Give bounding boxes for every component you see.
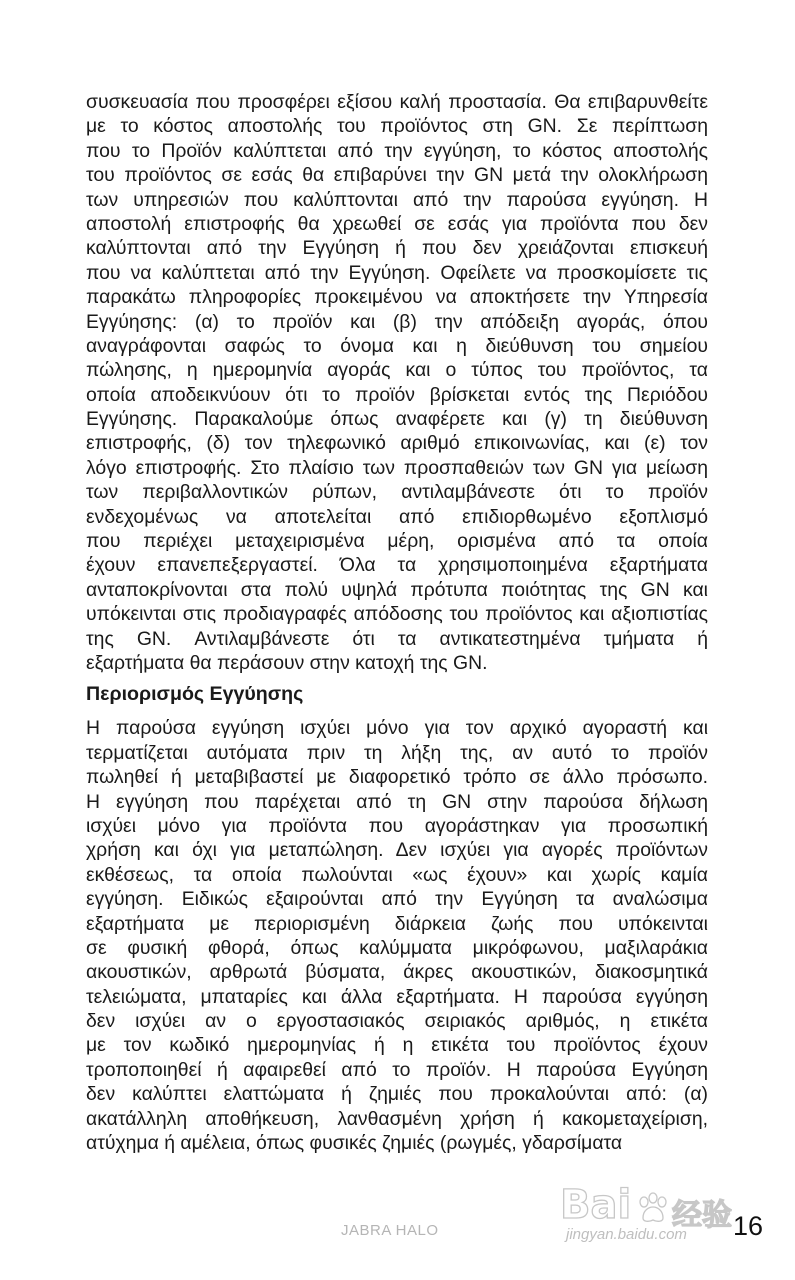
warranty-service-paragraph bbox=[86, 90, 708, 675]
text-line: εξαρτήματα θα περάσουν στην κατοχή της GN. bbox=[86, 651, 488, 674]
text-line: Εγγύησης: (α) το προϊόν και (β) την απόδειξη αγοράς, όπου bbox=[86, 310, 708, 333]
text-line: λόγο επιστροφής. Στο πλαίσιο των προσπαθειών των GN για μείωση bbox=[86, 456, 708, 479]
text-line: ακατάλληλη αποθήκευση, λανθασμένη χρήση ή κακομεταχείριση, bbox=[86, 1107, 708, 1130]
paw-icon bbox=[635, 1190, 671, 1226]
footer-product-title: JABRA HALO bbox=[341, 1222, 439, 1239]
text-line: τροποποιηθεί ή αφαιρεθεί από το προϊόν. Η παρούσα Εγγύηση bbox=[86, 1058, 708, 1081]
text-line: που το Προϊόν καλύπτεται από την εγγύηση, το κόστος αποστολής bbox=[86, 139, 708, 162]
section-heading-warranty-limitation: Περιορισμός Εγγύησης bbox=[86, 683, 304, 706]
text-line: εξαρτήματα με περιορισμένη διάρκεια ζωής που υπόκεινται bbox=[86, 912, 708, 935]
page-content bbox=[86, 90, 708, 1155]
text-line: χρήση και όχι για μεταπώληση. Δεν ισχύει για αγορές προϊόντων bbox=[86, 839, 708, 862]
text-line: τερματίζεται αυτόματα πριν τη λήξη της, αν αυτό το προϊόν bbox=[86, 741, 708, 764]
warranty-limitation-paragraph bbox=[86, 716, 708, 1155]
text-line: των περιβαλλοντικών ρύπων, αντιλαμβάνεστε ότι το προϊόν bbox=[86, 481, 708, 504]
text-line: με τον κωδικό ημερομηνίας ή η ετικέτα του προϊόντος έχουν bbox=[86, 1034, 708, 1057]
text-line: Η παρούσα εγγύηση ισχύει μόνο για τον αρχικό αγοραστή και bbox=[86, 717, 708, 740]
text-line: σε φυσική φθορά, όπως καλύμματα μικρόφωνου, μαξιλαράκια bbox=[86, 936, 708, 959]
watermark-brand-text-cn: 经验 bbox=[672, 1198, 732, 1233]
text-line: που περιέχει μεταχειρισμένα μέρη, ορισμένα από τα οποία bbox=[86, 530, 708, 553]
page-number: 16 bbox=[733, 1211, 764, 1241]
text-line: οποία αποδεικνύουν ότι το προϊόν βρίσκεται εντός της Περιόδου bbox=[86, 383, 708, 406]
text-line: του προϊόντος σε εσάς θα επιβαρύνει την GN μετά την ολοκλήρωση bbox=[86, 164, 708, 187]
text-line: υπόκεινται στις προδιαγραφές απόδοσης του προϊόντος και αξιοπιστίας bbox=[86, 603, 708, 626]
text-line: ακουστικών, αρθρωτά βύσματα, άκρες ακουστικών, διακοσμητικά bbox=[86, 961, 708, 984]
text-line: ενδεχομένως να αποτελείται από επιδιορθωμένο εξοπλισμό bbox=[86, 505, 708, 528]
text-line: καλύπτονται από την Εγγύηση ή που δεν χρειάζονται επισκευή bbox=[86, 237, 708, 260]
text-line: έχουν επανεπεξεργαστεί. Όλα τα χρησιμοποιημένα εξαρτήματα bbox=[86, 554, 708, 577]
text-line: που να καλύπτεται από την Εγγύηση. Οφείλετε να προσκομίσετε τις bbox=[86, 261, 708, 284]
text-line: εγγύηση. Ειδικώς εξαιρούνται από την Εγγύηση τα αναλώσιμα bbox=[86, 888, 708, 911]
text-line: αναγράφονται σαφώς το όνομα και η διεύθυνση του σημείου bbox=[86, 334, 708, 357]
text-line: Εγγύησης. Παρακαλούμε όπως αναφέρετε και (γ) τη διεύθυνση bbox=[86, 408, 708, 431]
text-line: δεν καλύπτει ελαττώματα ή ζημιές που προκαλούνται από: (α) bbox=[86, 1083, 708, 1106]
baidu-watermark bbox=[560, 1180, 750, 1250]
watermark-url: jingyan.baidu.com bbox=[566, 1226, 687, 1243]
text-line: Η εγγύηση που παρέχεται από τη GN στην παρούσα δήλωση bbox=[86, 790, 708, 813]
text-line: τελειώματα, μπαταρίες και άλλα εξαρτήματα. Η παρούσα εγγύηση bbox=[86, 985, 708, 1008]
text-line: παρακάτω πληροφορίες προκειμένου να αποκτήσετε την Υπηρεσία bbox=[86, 286, 708, 309]
text-line: εκθέσεως, τα οποία πωλούνται «ως έχουν» και χωρίς καμία bbox=[86, 863, 708, 886]
text-line: επιστροφής, (δ) τον τηλεφωνικό αριθμό επικοινωνίας, και (ε) τον bbox=[86, 432, 708, 455]
text-line: ανταποκρίνονται στα πολύ υψηλά πρότυπα ποιότητας της GN και bbox=[86, 578, 708, 601]
text-line: αποστολή επιστροφής θα χρεωθεί σε εσάς για προϊόντα που δεν bbox=[86, 212, 708, 235]
text-line: των υπηρεσιών που καλύπτονται από την παρούσα εγγύηση. Η bbox=[86, 188, 708, 211]
text-line: συσκευασία που προσφέρει εξίσου καλή προστασία. Θα επιβαρυνθείτε bbox=[86, 91, 708, 113]
text-line: πωληθεί ή μεταβιβαστεί με διαφορετικό τρόπο σε άλλο πρόσωπο. bbox=[86, 766, 708, 789]
text-line: της GN. Αντιλαμβάνεστε ότι τα αντικατεστημένα τμήματα ή bbox=[86, 627, 708, 650]
watermark-brand-text: Bai bbox=[560, 1182, 632, 1228]
text-line: με το κόστος αποστολής του προϊόντος στη GN. Σε περίπτωση bbox=[86, 115, 708, 138]
text-line: ισχύει μόνο για προϊόντα που αγοράστηκαν για προσωπική bbox=[86, 814, 708, 837]
text-line: πώλησης, η ημερομηνία αγοράς και ο τύπος του προϊόντος, τα bbox=[86, 359, 708, 382]
text-line: δεν ισχύει αν ο εργοστασιακός σειριακός αριθμός, η ετικέτα bbox=[86, 1010, 708, 1033]
text-line: ατύχημα ή αμέλεια, όπως φυσικές ζημιές (ρωγμές, γδαρσίματα bbox=[86, 1132, 623, 1155]
